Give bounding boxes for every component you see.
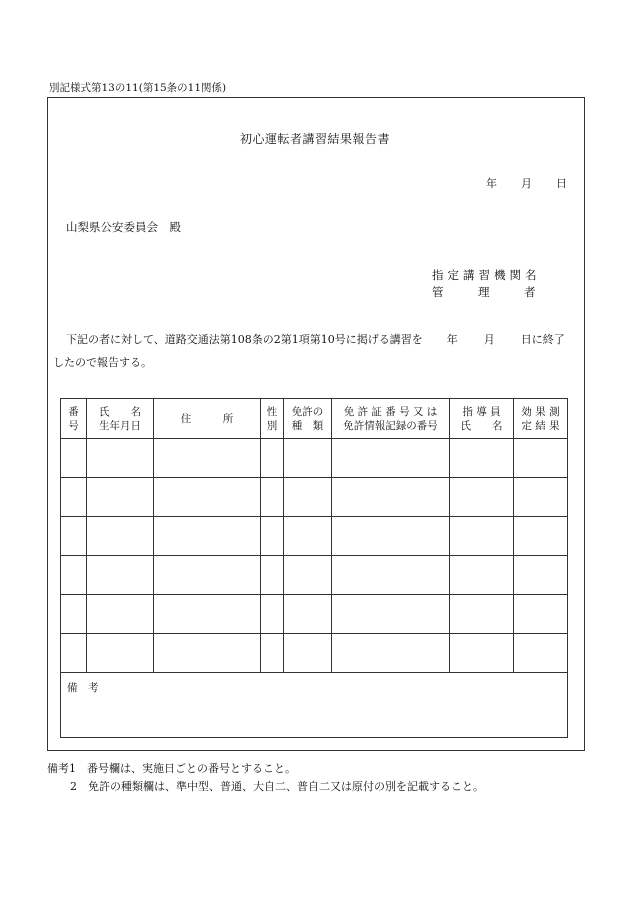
note-1: 備考1 番号欄は、実施日ごとの番号とすること。 (47, 762, 296, 775)
header-evaluation-result: 効 果 測 定 結 果 (514, 399, 568, 439)
addressee: 山梨県公安委員会 殿 (66, 220, 181, 234)
header-sex: 性 別 (261, 399, 284, 439)
report-statement-line1 (66, 331, 565, 347)
header-address: 住 所 (154, 399, 261, 439)
header-license-number: 免 許 証 番 号 又 は 免許情報記録の番号 (332, 399, 450, 439)
statement-day-suffix: 日に終了 (520, 333, 565, 346)
remarks-row (61, 673, 568, 738)
remarks-cell[interactable] (61, 673, 568, 738)
header-license-type: 免許の 種 類 (284, 399, 332, 439)
date-month-label: 月 (521, 177, 532, 190)
report-statement-line2: したので報告する。 (53, 356, 152, 369)
organization-name-label: 指定講習機関名 (432, 268, 541, 282)
note-2: 2 免許の種類欄は、準中型、普通、大自二、普自二又は原付の別を記載すること。 (70, 780, 484, 793)
document-title: 初心運転者講習結果報告書 (239, 132, 390, 146)
manager-label: 管 理 者 (432, 285, 536, 299)
table-row (61, 595, 568, 634)
statement-text: 下記の者に対して、道路交通法第108条の2第1項第10号に掲げる講習を (66, 333, 423, 346)
date-year-label: 年 (486, 177, 497, 190)
remarks-label: 備 考 (67, 682, 99, 694)
date-day-label: 日 (556, 177, 567, 190)
table-row (61, 517, 568, 556)
table-row (61, 556, 568, 595)
header-number: 番 号 (61, 399, 87, 439)
table-row (61, 439, 568, 478)
table-header-row (61, 399, 568, 439)
header-instructor-name: 指 導 員 氏 名 (450, 399, 514, 439)
form-reference: 別記様式第13の11(第15条の11関係) (49, 82, 227, 94)
table-row (61, 478, 568, 517)
participant-table (60, 398, 568, 738)
table-row (61, 634, 568, 673)
statement-month: 月 (483, 333, 495, 346)
statement-year: 年 (446, 333, 458, 346)
header-name-birthdate: 氏 名 生年月日 (87, 399, 154, 439)
